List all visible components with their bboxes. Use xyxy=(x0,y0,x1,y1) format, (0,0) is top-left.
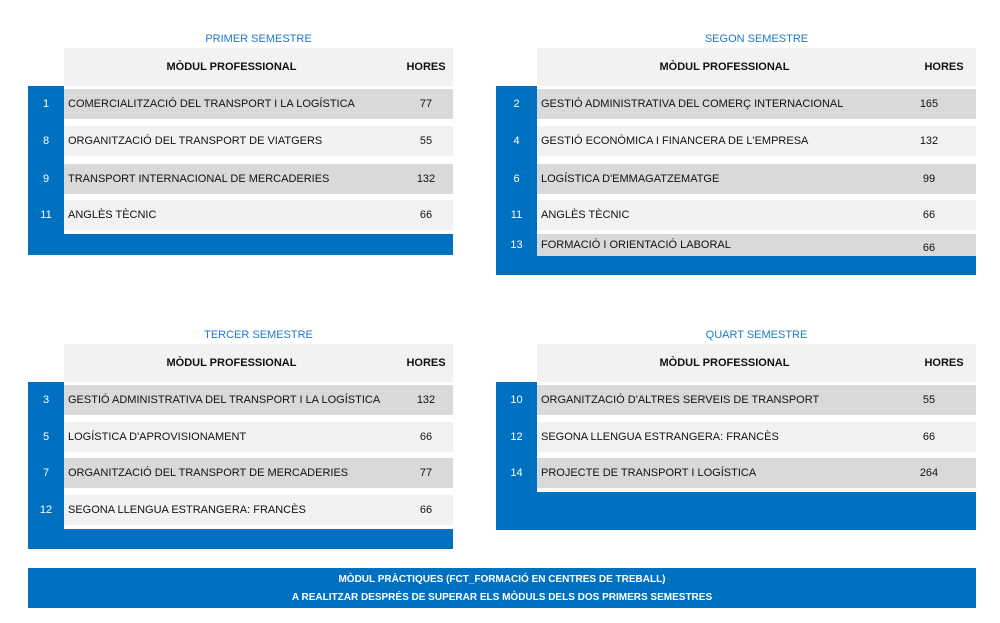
col-hours-header: HORES xyxy=(406,61,446,73)
module-hours: 66 xyxy=(419,431,433,443)
module-number: 4 xyxy=(513,135,520,147)
table-row xyxy=(537,200,976,230)
module-hours: 55 xyxy=(922,394,936,406)
table-row xyxy=(537,126,976,156)
table-footer-bar xyxy=(496,492,976,530)
module-number: 10 xyxy=(510,394,523,406)
table-row xyxy=(64,164,453,194)
module-number: 8 xyxy=(42,135,50,147)
semester-title: PRIMER SEMESTRE xyxy=(205,33,312,45)
table-footer-bar xyxy=(28,529,453,549)
table-header xyxy=(64,48,453,86)
module-number: 7 xyxy=(42,467,50,479)
module-name: FORMACIÓ I ORIENTACIÓ LABORAL xyxy=(541,239,731,251)
module-hours: 132 xyxy=(919,135,939,147)
module-hours: 99 xyxy=(922,173,936,185)
table-row xyxy=(537,422,976,452)
module-hours: 165 xyxy=(919,98,939,110)
col-module-header: MÒDUL PROFESSIONAL xyxy=(166,357,297,369)
table-row xyxy=(64,458,453,488)
module-name: ORGANITZACIÓ DEL TRANSPORT DE MERCADERIES xyxy=(68,467,349,479)
module-name: LOGÍSTICA D'APROVISIONAMENT xyxy=(68,431,247,443)
module-hours: 132 xyxy=(416,394,436,406)
semester-title: SEGON SEMESTRE xyxy=(704,33,809,45)
module-name: SEGONA LLENGUA ESTRANGERA: FRANCÈS xyxy=(68,504,306,516)
table-header xyxy=(537,344,976,382)
semester-title: QUART SEMESTRE xyxy=(705,329,808,341)
module-number: 9 xyxy=(42,173,50,185)
col-module-header: MÒDUL PROFESSIONAL xyxy=(659,61,790,73)
module-name: COMERCIALITZACIÓ DEL TRANSPORT I LA LOGÍSTICA xyxy=(68,98,355,110)
module-number: 5 xyxy=(42,431,50,443)
module-name: ANGLÈS TÈCNIC xyxy=(68,209,157,221)
module-name: ANGLÈS TÈCNIC xyxy=(541,209,630,221)
module-name: LOGÍSTICA D'EMMAGATZEMATGE xyxy=(541,173,720,185)
table-row xyxy=(537,164,976,194)
table-row xyxy=(537,458,976,488)
fct-banner xyxy=(28,568,976,608)
module-number: 12 xyxy=(510,431,523,443)
table-footer-bar xyxy=(28,234,453,255)
col-module-header: MÒDUL PROFESSIONAL xyxy=(166,61,297,73)
table-row xyxy=(64,495,453,525)
module-number: 11 xyxy=(40,209,52,221)
col-module-header: MÒDUL PROFESSIONAL xyxy=(659,357,790,369)
module-number: 11 xyxy=(510,209,523,221)
table-row xyxy=(537,89,976,119)
module-name: GESTIÓ ADMINISTRATIVA DEL TRANSPORT I LA LOGÍSTICA xyxy=(68,394,381,406)
module-number: 3 xyxy=(42,394,50,406)
module-number: 12 xyxy=(39,504,53,516)
col-hours-header: HORES xyxy=(924,357,964,369)
module-hours: 66 xyxy=(922,242,936,254)
module-hours: 77 xyxy=(419,467,433,479)
module-hours: 66 xyxy=(419,504,433,516)
fct-banner-line1: MÒDUL PRÀCTIQUES (FCT_FORMACIÓ EN CENTRES DE TREBALL) xyxy=(338,574,666,585)
module-name: ORGANITZACIÓ D'ALTRES SERVEIS DE TRANSPORT xyxy=(541,394,820,406)
col-hours-header: HORES xyxy=(406,357,446,369)
table-row xyxy=(64,89,453,119)
module-hours: 77 xyxy=(419,98,433,110)
table-row xyxy=(64,385,453,415)
table-row xyxy=(64,422,453,452)
table-row xyxy=(64,200,453,230)
table-header xyxy=(64,344,453,382)
module-hours: 66 xyxy=(922,431,936,443)
module-name: ORGANITZACIÓ DEL TRANSPORT DE VIATGERS xyxy=(68,135,323,147)
col-hours-header: HORES xyxy=(924,61,964,73)
table-row xyxy=(537,234,976,256)
module-number: 1 xyxy=(42,98,50,110)
semester-title: TERCER SEMESTRE xyxy=(204,329,313,341)
module-name: PROJECTE DE TRANSPORT I LOGÍSTICA xyxy=(541,467,757,479)
module-hours: 132 xyxy=(416,173,436,185)
module-name: SEGONA LLENGUA ESTRANGERA: FRANCÈS xyxy=(541,431,779,443)
module-name: GESTIÓ ADMINISTRATIVA DEL COMERÇ INTERNACIONAL xyxy=(541,98,844,110)
module-name: TRANSPORT INTERNACIONAL DE MERCADERIES xyxy=(68,173,330,185)
table-row xyxy=(64,126,453,156)
module-number: 2 xyxy=(513,98,520,110)
table-header xyxy=(537,48,976,86)
module-hours: 264 xyxy=(919,467,939,479)
module-number: 6 xyxy=(513,173,520,185)
table-row xyxy=(537,385,976,415)
module-hours: 66 xyxy=(419,209,433,221)
module-number: 14 xyxy=(510,467,523,479)
module-hours: 66 xyxy=(922,209,936,221)
module-name: GESTIÓ ECONÒMICA I FINANCERA DE L'EMPRESA xyxy=(541,135,809,147)
module-number: 13 xyxy=(510,239,523,251)
module-hours: 55 xyxy=(419,135,433,147)
fct-banner-line2: A REALITZAR DESPRÉS DE SUPERAR ELS MÒDULS DELS DOS PRIMERS SEMESTRES xyxy=(291,592,713,603)
